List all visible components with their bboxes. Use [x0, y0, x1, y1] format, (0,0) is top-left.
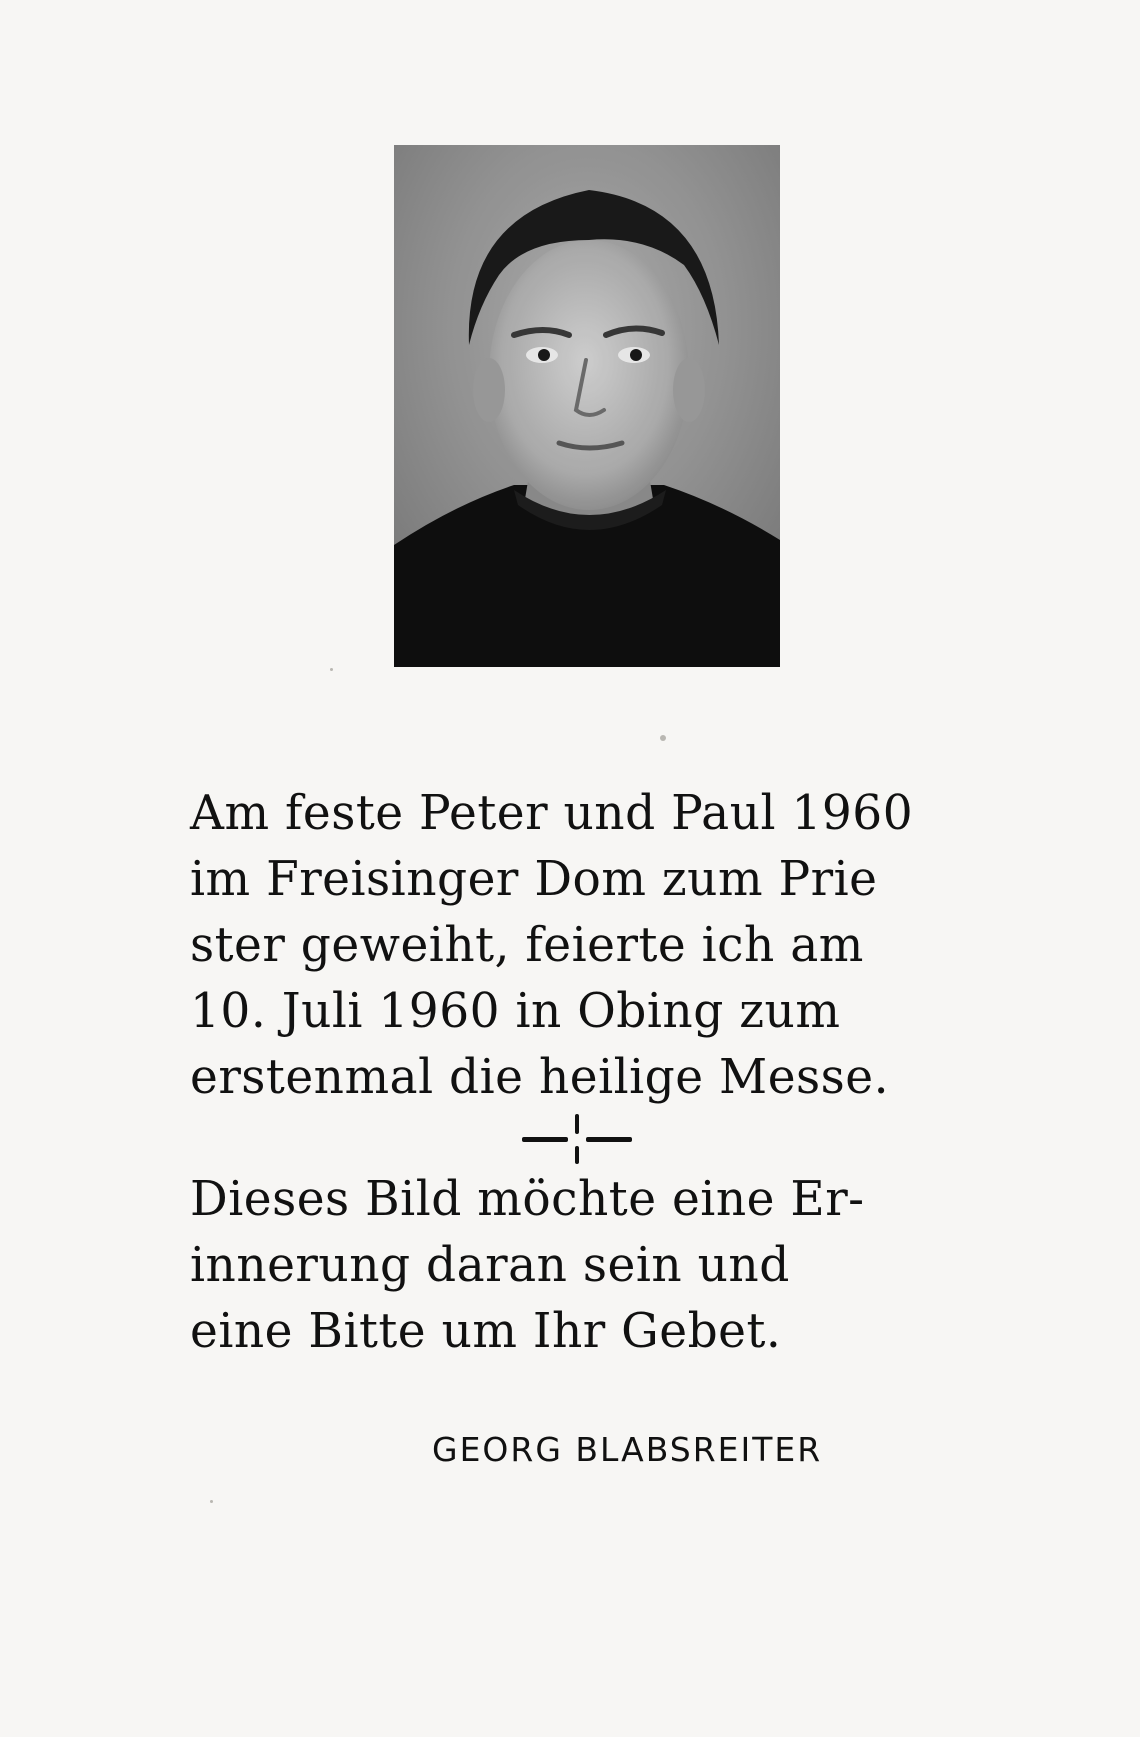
text-line: erstenmal die heilige Messe. [190, 1049, 890, 1105]
text-line: im Freisinger Dom zum Prie [190, 851, 878, 907]
text-line: Am feste Peter und Paul 1960 [190, 785, 914, 841]
priest-portrait-icon [394, 145, 780, 667]
text-line: Dieses Bild möchte eine Er- [190, 1171, 865, 1227]
text-line: eine Bitte um Ihr Gebet. [190, 1303, 782, 1359]
text-line: 10. Juli 1960 in Obing zum [190, 983, 841, 1039]
scan-speck [210, 1500, 213, 1503]
signature: GEORG BLABSREITER [432, 1430, 823, 1469]
portrait-photo [394, 145, 780, 667]
text-line: innerung daran sein und [190, 1237, 790, 1293]
card-text [190, 780, 980, 1364]
text-line: ster geweiht, feierte ich am [190, 917, 864, 973]
scan-speck [330, 668, 333, 671]
cross-divider-icon [522, 1110, 632, 1166]
scan-speck [660, 735, 666, 741]
